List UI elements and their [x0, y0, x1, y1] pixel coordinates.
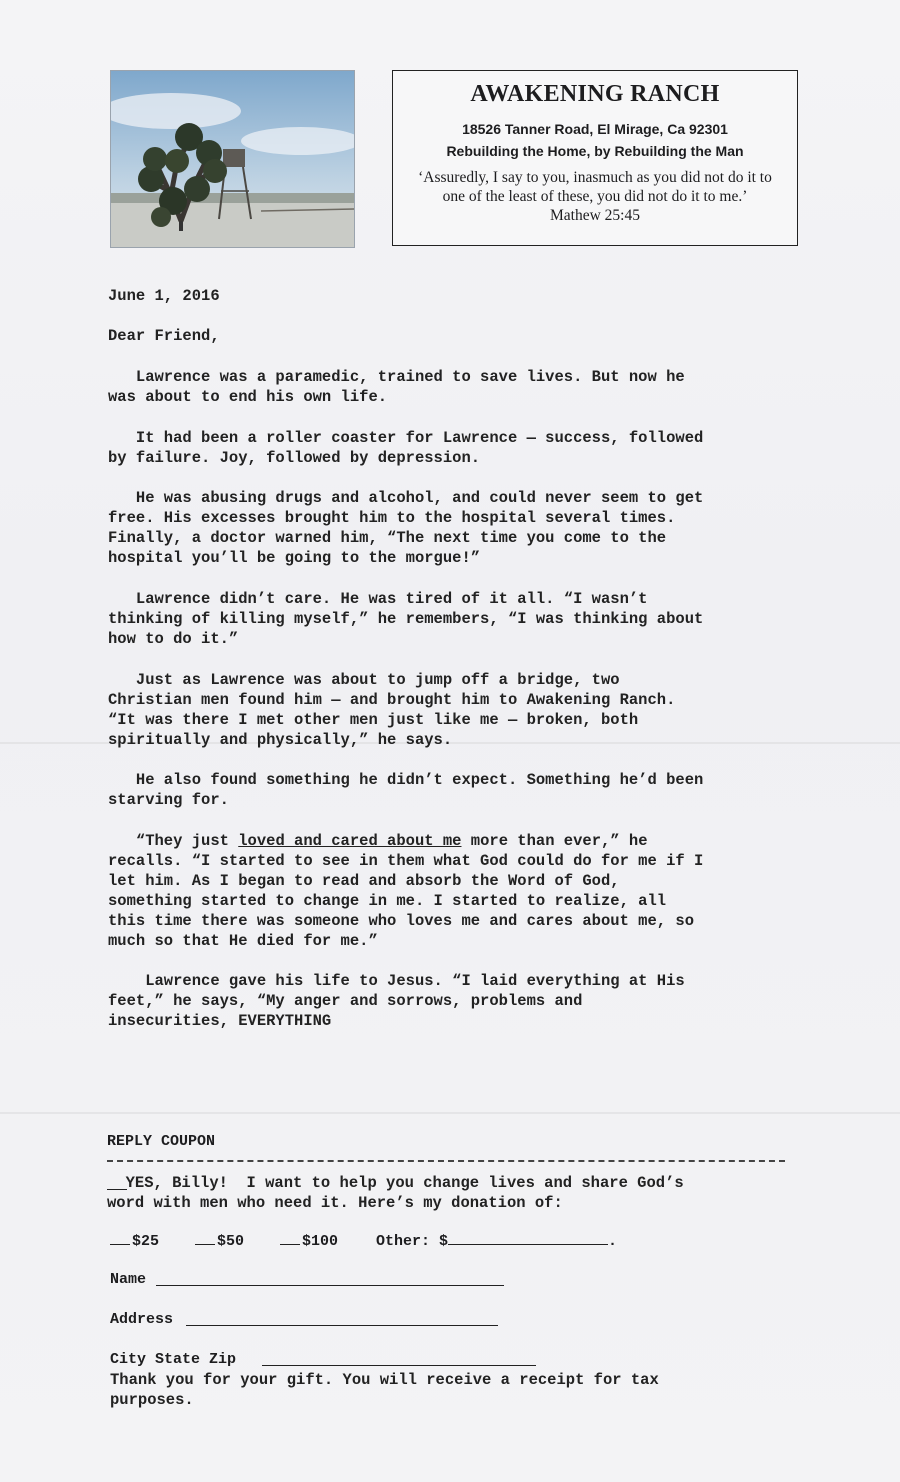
amount-checkbox[interactable] — [280, 1230, 300, 1245]
scripture-quote — [393, 168, 797, 225]
amount-option-25[interactable] — [110, 1230, 159, 1250]
cut-line — [107, 1160, 785, 1162]
city-state-zip-label: City State Zip — [110, 1351, 237, 1368]
address-label: Address — [110, 1311, 174, 1328]
amount-label: $50 — [217, 1233, 245, 1250]
letter-paragraph: Just as Lawrence was about to jump off a bridge, two Christian men found him — and brought him to Awakening Ranch. “It was there I met other men just like me — broken, both spiritually and physically,” he says. — [108, 671, 676, 749]
amount-option-other[interactable] — [376, 1230, 617, 1250]
letter-paragraph: Lawrence gave his life to Jesus. “I laid everything at His feet,” he says, “My anger and sorrows, problems and insecurities, EVERYTHING — [108, 972, 685, 1030]
coupon-title: REPLY COUPON — [107, 1133, 216, 1150]
amount-option-50[interactable] — [195, 1230, 244, 1250]
other-amount-field[interactable] — [448, 1230, 608, 1245]
thank-you-note: Thank you for your gift. You will receive a receipt for tax purposes. — [110, 1371, 659, 1409]
paragraph-text: more than ever,” he recalls. “I started to see in them what God could do for me if I let him. As I began to read and absorb the Word of God, something started to change in me. I started to realize, all this time there was someone who loves me and cares about me, so much so that He died for me.” — [108, 832, 704, 950]
organization-name: AWAKENING RANCH — [470, 81, 720, 107]
other-label: Other: $ — [376, 1233, 449, 1250]
organization-address: 18526 Tanner Road, El Mirage, Ca 92301 — [462, 121, 728, 137]
organization-header — [392, 70, 798, 246]
letter-paragraph: It had been a roller coaster for Lawrence — success, followed by failure. Joy, followed by depression. — [108, 429, 704, 467]
coupon-pledge-text: YES, Billy! I want to help you change lives and share God’s word with men who need it. Here’s my donation of: — [107, 1174, 684, 1212]
letter-paragraph: He was abusing drugs and alcohol, and could never seem to get free. His excesses brought him to the hospital several times. Finally, a doctor warned him, “The next time you come to the hospital you’ll be going to the morgue!” — [108, 489, 704, 567]
ranch-photo — [110, 70, 355, 248]
amount-label: $25 — [132, 1233, 160, 1250]
letter-paragraph: Lawrence didn’t care. He was tired of it all. “I wasn’t thinking of killing myself,” he remembers, “I was thinking about how to do it.” — [108, 590, 704, 648]
verse-line: ‘Assuredly, I say to you, inasmuch as you did not do it to — [418, 169, 772, 186]
letter-paragraph: Lawrence was a paramedic, trained to save lives. But now he was about to end his own life. — [108, 368, 685, 406]
underlined-text: loved and cared about me — [238, 832, 462, 850]
letter-paragraph — [108, 831, 798, 951]
paragraph-text: “They just — [108, 832, 239, 850]
amount-option-100[interactable] — [280, 1230, 338, 1250]
fold-crease — [0, 1112, 900, 1114]
letter-date: June 1, 2016 — [108, 287, 220, 305]
amount-label: $100 — [302, 1233, 339, 1250]
name-label: Name — [110, 1271, 147, 1288]
amount-checkbox[interactable] — [110, 1230, 130, 1245]
organization-tagline: Rebuilding the Home, by Rebuilding the Man — [446, 143, 744, 159]
verse-line: one of the least of these, you did not do it to me.’ — [442, 188, 748, 205]
other-suffix: . — [608, 1233, 618, 1250]
address-field[interactable] — [186, 1325, 498, 1326]
city-state-zip-field[interactable] — [262, 1365, 536, 1366]
amount-checkbox[interactable] — [195, 1230, 215, 1245]
letter-paragraph: He also found something he didn’t expect. Something he’d been starving for. — [108, 771, 704, 809]
verse-reference: Mathew 25:45 — [550, 207, 640, 224]
letter-salutation: Dear Friend, — [108, 327, 220, 345]
name-field[interactable] — [156, 1285, 504, 1286]
